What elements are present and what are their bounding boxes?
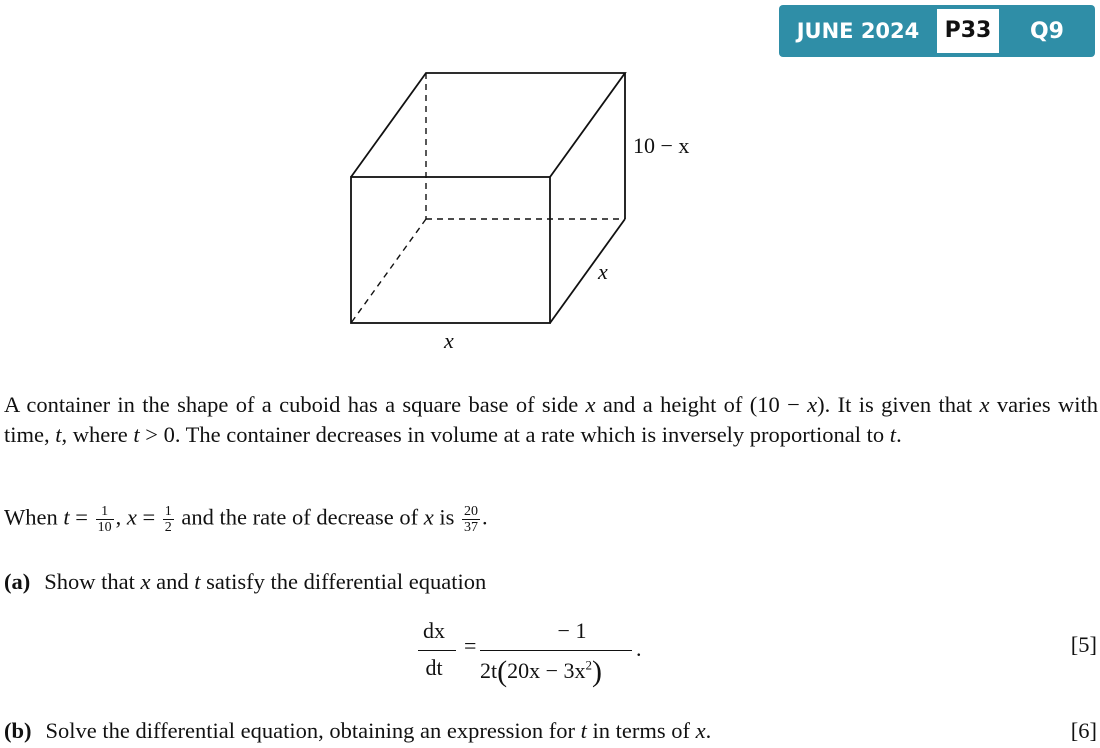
part-b-prompt: (b) Solve the differential equation, obtaining an expression for t in terms of x. <box>4 718 712 743</box>
width-label: x <box>444 328 454 353</box>
hidden-edge-diagonal <box>351 219 426 323</box>
bottom-right-edge <box>550 219 625 323</box>
question-intro: A container in the shape of a cuboid has a square base of side x and a height of (10 − x). It is given that x varies with time, t, where t > 0. The container decreases in volume at a rate which is inversely proportional to t. <box>4 392 1098 447</box>
eq-rhs-denominator: $2t(20x - 3x^2)$ <box>480 655 603 688</box>
part-b-marks: [6] <box>1070 718 1097 743</box>
eq-lhs-bar <box>418 650 456 651</box>
exam-session: JUNE 2024 <box>796 19 920 43</box>
eq-rhs-bar <box>480 650 632 651</box>
part-a-label: (a) <box>4 569 31 594</box>
question-number: Q9 <box>1029 18 1064 44</box>
fraction-x: $\frac{1}{2}$ <box>164 504 172 535</box>
paper-code: P33 <box>937 9 999 53</box>
height-label: 10 − x <box>633 133 690 158</box>
eq-lhs-numerator: dx <box>423 618 445 643</box>
fraction-t: $\frac{1}{10}$ <box>97 504 112 535</box>
top-face <box>351 73 625 177</box>
eq-equals: = <box>464 633 477 658</box>
depth-label: x <box>598 259 608 284</box>
eq-lhs-denominator: dt <box>425 655 443 680</box>
part-b-label: (b) <box>4 718 32 743</box>
part-a-marks: [5] <box>1070 632 1097 657</box>
fraction-rate: $\frac{20}{37}$ <box>464 504 479 535</box>
eq-rhs-numerator: − 1 <box>557 618 587 643</box>
front-face <box>351 177 550 323</box>
initial-condition: When t = $\frac{1}{10}$ , x = $\frac{1}{2}$ and the rate of decrease of x is $\frac{20}{37}$ . <box>4 504 488 535</box>
part-a-prompt: (a) Show that x and t satisfy the differential equation <box>4 569 487 594</box>
